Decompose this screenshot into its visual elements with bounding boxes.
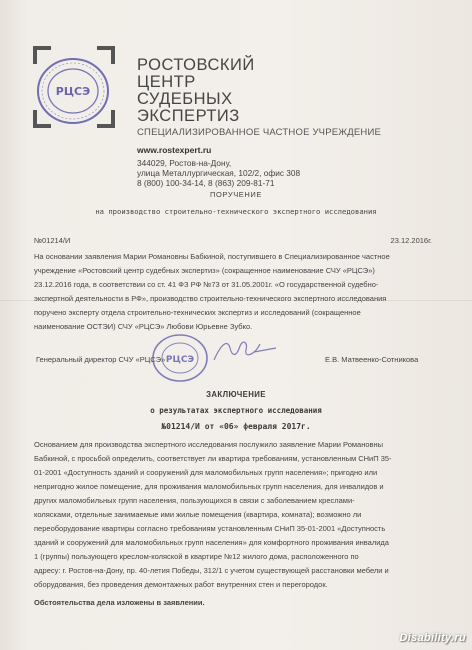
conclusion-subtitle: о результатах экспертного исследования <box>150 406 322 415</box>
conclusion-line: колясками, отдельные занимаемые ими жилые помещения (квартира, комната); возможно ли <box>34 510 362 519</box>
order-number: №01214/И <box>34 236 71 245</box>
order-title: ПОРУЧЕНИЕ <box>209 190 263 199</box>
conclusion-title: ЗАКЛЮЧЕНИЕ <box>206 390 266 399</box>
order-line: экспертной деятельности в РФ», производство строительно-технического экспертного исследования <box>34 294 387 303</box>
conclusion-line: оборудования, без проведения демонтажных работ внутренних стен и перегородок. <box>34 580 328 589</box>
org-name-line-2: ЦЕНТР <box>137 73 196 91</box>
conclusion-line: других маломобильных групп населения, пользующихся в связи с заболеванием креслами- <box>34 496 355 505</box>
order-line: 23.12.2016 года, в соответствии со ст. 41 ФЗ РФ №73 от 31.05.2001г. «О государственной судебно- <box>34 280 379 289</box>
org-subtitle: СПЕЦИАЛИЗИРОВАННОЕ ЧАСТНОЕ УЧРЕЖДЕНИЕ <box>137 127 382 138</box>
order-line: наименование ОСТЭИ) СЧУ «РЦСЭ» Любови Юрьевне Зубко. <box>34 322 253 331</box>
org-name-line-4: ЭКСПЕРТИЗ <box>137 107 240 125</box>
conclusion-line: Основанием для производства экспертного исследования послужило заявление Марии Романовны <box>34 440 384 449</box>
order-line: учреждение «Ростовский центр судебных экспертиз» (сокращенное наименование СЧУ «РЦСЭ») <box>34 266 375 275</box>
conclusion-line: 01-2001 «Доступность зданий и сооружений для маломобильных групп населения»; пригодно или <box>34 468 378 477</box>
office-stamp-text: РЦСЭ <box>165 355 195 365</box>
website-link[interactable]: www.rostexpert.ru <box>137 145 212 155</box>
signer-name: Е.В. Матвеенко-Сотникова <box>325 355 419 364</box>
conclusion-line: непригодно жилое помещение, для проживания маломобильных групп населения, для инвалидов и <box>34 482 384 491</box>
phones: 8 (800) 100-34-14, 8 (863) 209-81-71 <box>137 178 275 188</box>
signer-role: Генеральный директор СЧУ «РЦСЭ» <box>36 355 166 364</box>
conclusion-line: переоборудование квартиры согласно требованиям установленным СНиП 35-01-2001 «Доступность <box>34 524 386 533</box>
logo-seal-icon <box>34 54 112 128</box>
order-date: 23.12.2016г. <box>390 236 432 245</box>
org-name-line-1: РОСТОВСКИЙ <box>137 56 255 74</box>
org-name-line-3: СУДЕБНЫХ <box>137 90 233 108</box>
order-line: поручено эксперту отдела строительно-технических экспертиз и исследований (сокращенное <box>34 308 361 317</box>
logo-seal-text: РЦСЭ <box>55 85 91 98</box>
signature-icon <box>210 336 280 366</box>
address-line-2: улица Металлургическая, 102/2, офис 308 <box>137 168 301 178</box>
order-subtitle: на производство строительно-технического экспертного исследования <box>95 207 377 216</box>
conclusion-line: Бабкиной, с просьбой определить, соответствует ли квартира требованиям, установленным СНиП 35- <box>34 454 392 463</box>
conclusion-line: зданий и сооружений для маломобильных групп населения» для комфортного проживания инвалида <box>34 538 389 547</box>
conclusion-closing: Обстоятельства дела изложены в заявлении. <box>34 598 205 607</box>
conclusion-line: 1 (группы) пользующего креслом-коляской в квартире №12 жилого дома, расположенного по <box>34 552 359 561</box>
watermark: Disability.ru <box>399 632 466 644</box>
address-line-1: 344029, Ростов-на-Дону, <box>137 158 232 168</box>
office-stamp-icon <box>150 332 210 384</box>
order-line: На основании заявления Марии Романовны Бабкиной, поступившего в Специализированное частное <box>34 252 390 261</box>
conclusion-line: адресу: г. Ростов-на-Дону, пр. 40-летия Победы, 312/1 с учетом существующей расстановки мебели и <box>34 566 389 575</box>
conclusion-number: №01214/И от «06» февраля 2017г. <box>161 422 311 431</box>
